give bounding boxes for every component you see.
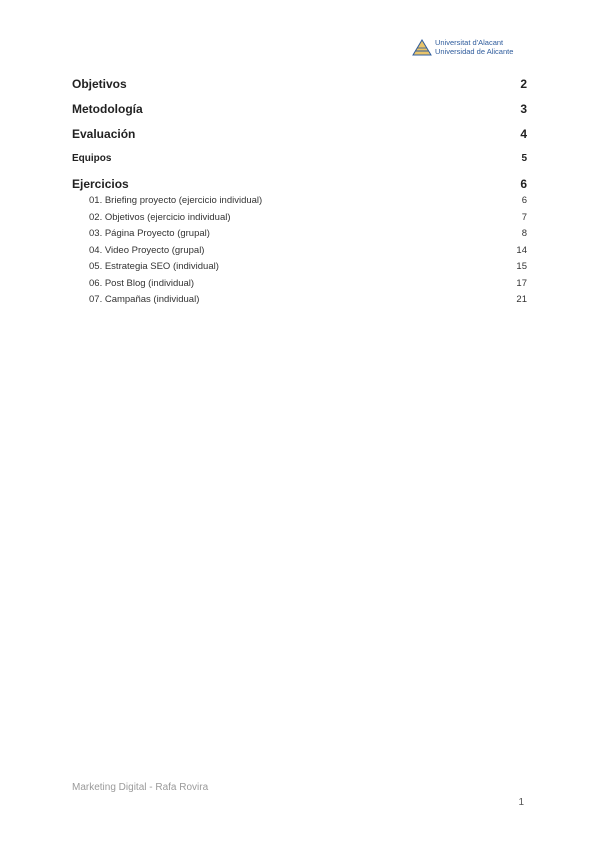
toc-sub-entry-page: 15 bbox=[516, 261, 527, 272]
toc-sub-entry-campanas[interactable] bbox=[89, 292, 527, 309]
toc-sub-entry-title: 04. Video Proyecto (grupal) bbox=[89, 244, 205, 256]
toc-entry-page: 3 bbox=[520, 102, 527, 116]
toc-sub-entry-title: 01. Briefing proyecto (ejercicio individual) bbox=[89, 195, 263, 206]
toc-sub-list bbox=[72, 193, 527, 309]
toc-sub-entry-video-proyecto[interactable] bbox=[89, 243, 527, 260]
toc-entry-page: 4 bbox=[520, 127, 527, 141]
toc-sub-entry-post-blog[interactable] bbox=[89, 276, 527, 293]
toc-entry-page: 2 bbox=[520, 77, 527, 91]
toc-entry-evaluacion[interactable] bbox=[72, 126, 527, 142]
toc-entry-page: 5 bbox=[521, 153, 527, 164]
logo-line-1: Universitat d'Alacant bbox=[435, 38, 504, 47]
toc-sub-entry-title: 07. Campañas (individual) bbox=[89, 294, 200, 305]
logo-text bbox=[435, 38, 513, 56]
toc-sub-entry-page: 21 bbox=[516, 294, 527, 305]
toc-entry-metodologia[interactable] bbox=[72, 101, 527, 117]
toc-sub-entry-page: 14 bbox=[516, 244, 527, 256]
toc-sub-entry-page: 8 bbox=[521, 228, 527, 239]
toc-entry-title: Metodología bbox=[72, 102, 143, 116]
toc-entry-title: Objetivos bbox=[72, 77, 127, 91]
toc-entry-ejercicios[interactable] bbox=[72, 176, 527, 192]
toc-entry-title: Equipos bbox=[72, 153, 112, 164]
university-emblem-icon bbox=[412, 38, 432, 56]
university-logo bbox=[412, 36, 528, 58]
toc-entry-title: Evaluación bbox=[72, 127, 136, 141]
toc-sub-entry-pagina-proyecto[interactable] bbox=[89, 226, 527, 243]
page-number: 1 bbox=[518, 797, 524, 808]
toc-sub-entry-title: 06. Post Blog (individual) bbox=[89, 277, 195, 289]
footer-text: Marketing Digital - Rafa Rovira bbox=[72, 782, 209, 793]
toc-sub-entry-title: 05. Estrategia SEO (individual) bbox=[89, 261, 219, 272]
toc-sub-entry-title: 02. Objetivos (ejercicio individual) bbox=[89, 211, 231, 223]
toc-entry-page: 6 bbox=[520, 177, 527, 191]
toc-entry-title: Ejercicios bbox=[72, 177, 129, 191]
logo-line-2: Universidad de Alicante bbox=[435, 47, 514, 56]
toc-sub-entry-title: 03. Página Proyecto (grupal) bbox=[89, 228, 210, 239]
toc-sub-entry-page: 7 bbox=[521, 211, 527, 223]
toc-sub-entry-page: 6 bbox=[521, 195, 527, 206]
table-of-contents bbox=[72, 76, 527, 309]
toc-sub-entry-estrategia-seo[interactable] bbox=[89, 259, 527, 276]
toc-entry-equipos[interactable] bbox=[72, 151, 527, 167]
toc-sub-entry-briefing[interactable] bbox=[89, 193, 527, 210]
toc-sub-entry-page: 17 bbox=[516, 277, 527, 289]
toc-sub-entry-objetivos[interactable] bbox=[89, 210, 527, 227]
toc-entry-objetivos[interactable] bbox=[72, 76, 527, 92]
